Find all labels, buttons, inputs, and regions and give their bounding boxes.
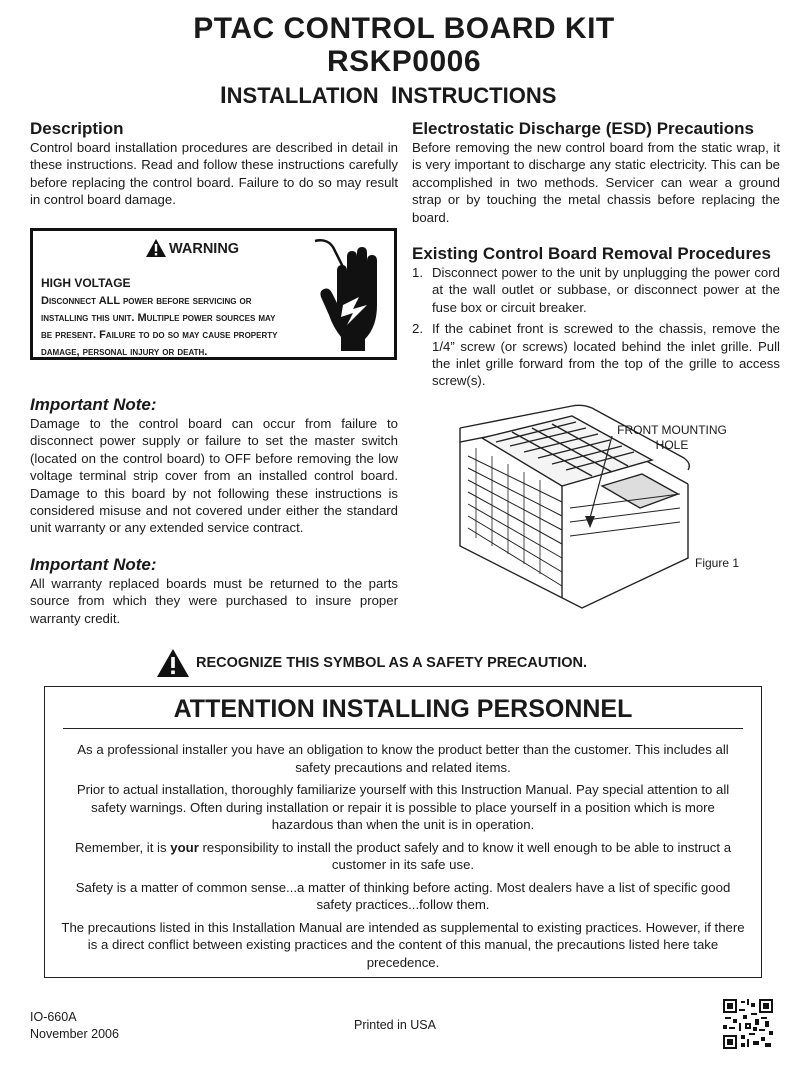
electric-shock-hand-icon bbox=[313, 235, 393, 355]
qr-code-icon bbox=[723, 999, 773, 1049]
attention-title: ATTENTION INSTALLING PERSONNEL bbox=[173, 695, 633, 723]
list-item bbox=[412, 320, 780, 390]
figure-caption: Figure 1 bbox=[695, 556, 740, 570]
footer-printed: Printed in USA bbox=[354, 1018, 436, 1032]
step-text: If the cabinet front is screwed to the chassis, remove the 1/4” screw (or screws) located behind the inlet grille. Pull the inlet grille forward from the top of the grille to access screw(s). bbox=[432, 321, 780, 389]
attention-paragraph bbox=[59, 839, 747, 874]
attention-text: Remember, it is bbox=[74, 839, 171, 855]
figure-label bbox=[607, 423, 737, 453]
safety-symbol-text: RECOGNIZE THIS SYMBOL AS A SAFETY PRECAUTION. bbox=[196, 655, 587, 671]
attention-paragraph: Prior to actual installation, thoroughly familiarize yourself with this Instruction Manual. Pay special attention to all safety warnings. Often during installation or repair it is possible to place yourself in a position which is more hazardous than when the unit is in operation. bbox=[76, 782, 730, 832]
subtitle-rest-1: NSTALLATION bbox=[226, 83, 379, 108]
attention-paragraph: Safety is a matter of common sense...a matter of thinking before acting. Most dealers have a list of specific good safety practices...follow them. bbox=[75, 879, 731, 912]
document-subtitle bbox=[220, 82, 600, 110]
footer-doc-number: IO-660A bbox=[30, 1010, 77, 1024]
step-number: 2. bbox=[412, 321, 423, 337]
footer-date: November 2006 bbox=[30, 1027, 119, 1041]
safety-symbol-line bbox=[156, 648, 587, 678]
description-body: Control board installation procedures are described in detail in these instructions. Read and follow these instructions carefully before replacing the control board. Failure to do so may result in control board damage. bbox=[30, 140, 398, 208]
attention-paragraph: As a professional installer you have an obligation to know the product better than the customer. This includes all safety precautions and related items. bbox=[77, 742, 729, 775]
esd-section bbox=[412, 119, 780, 226]
subtitle-initial-1: I bbox=[220, 82, 227, 109]
warning-triangle-icon bbox=[156, 648, 190, 678]
attention-paragraph: The precautions listed in this Installation Manual are intended as supplemental to existing practices. However, if there is a direct conflict between existing practices and the content of this manual, the precautions listed here take precedence. bbox=[61, 919, 745, 970]
important-note-body: Damage to the control board can occur from failure to disconnect power supply or failure to set the master switch (located on the control board) to OFF before removing the low voltage terminal strip cover from an installed control board. Damage to this board by not following these instructions is considered misuse and not covered under either the standard unit warranty or any extended service contract. bbox=[30, 416, 398, 536]
removal-heading: Existing Control Board Removal Procedures bbox=[412, 244, 771, 263]
attention-box bbox=[44, 686, 762, 978]
warning-text bbox=[41, 293, 341, 361]
warning-line: Disconnect ALL power before servicing or bbox=[41, 295, 252, 307]
warning-high-voltage: HIGH VOLTAGE bbox=[41, 276, 131, 290]
important-note-1 bbox=[30, 395, 398, 537]
warning-line: be present. Failure to do so may cause property bbox=[41, 329, 278, 341]
step-text: Disconnect power to the unit by unplugging the power cord at the wall outlet or subbase, or disconnect power at the fuse box or circuit breaker. bbox=[432, 265, 780, 315]
warning-label: WARNING bbox=[169, 241, 240, 257]
description-heading: Description bbox=[30, 119, 124, 138]
warning-line: damage, personal injury or death. bbox=[41, 346, 208, 358]
attention-paragraphs bbox=[59, 741, 747, 976]
esd-body: Before removing the new control board from the static wrap, it is very important to discharge any static electricity. This can be accomplished in two methods. Servicer can wear a ground strap or by touching the metal chassis before replacing the board. bbox=[412, 140, 780, 225]
document-title: PTAC CONTROL BOARD KIT bbox=[193, 12, 615, 45]
important-note-2 bbox=[30, 555, 398, 627]
warning-line: installing this unit. Multiple power sources may bbox=[41, 312, 276, 324]
warning-triangle-icon bbox=[145, 238, 167, 258]
removal-steps bbox=[412, 264, 780, 390]
list-item bbox=[412, 264, 780, 316]
attention-divider bbox=[63, 728, 743, 729]
removal-section bbox=[412, 244, 780, 394]
figure-label-line: HOLE bbox=[655, 438, 689, 452]
attention-emphasis: your bbox=[170, 839, 199, 855]
figure-label-line: FRONT MOUNTING bbox=[617, 423, 727, 437]
subtitle-rest-2: NSTRUCTIONS bbox=[397, 83, 557, 108]
important-note-heading: Important Note: bbox=[30, 555, 157, 574]
footer-doc-info bbox=[30, 1009, 119, 1043]
step-number: 1. bbox=[412, 265, 423, 280]
esd-heading: Electrostatic Discharge (ESD) Precautions bbox=[412, 119, 755, 138]
attention-text: responsibility to install the product safely and to know it well enough to be able to instruct a customer in its safe use. bbox=[198, 839, 732, 872]
important-note-body: All warranty replaced boards must be returned to the parts source from which they were purchased to insure proper warranty credit. bbox=[30, 576, 398, 626]
warning-box bbox=[30, 228, 397, 360]
subtitle-initial-2: I bbox=[390, 82, 398, 109]
description-section bbox=[30, 119, 398, 209]
important-note-heading: Important Note: bbox=[30, 395, 157, 414]
document-model-number: RSKP0006 bbox=[326, 45, 482, 78]
